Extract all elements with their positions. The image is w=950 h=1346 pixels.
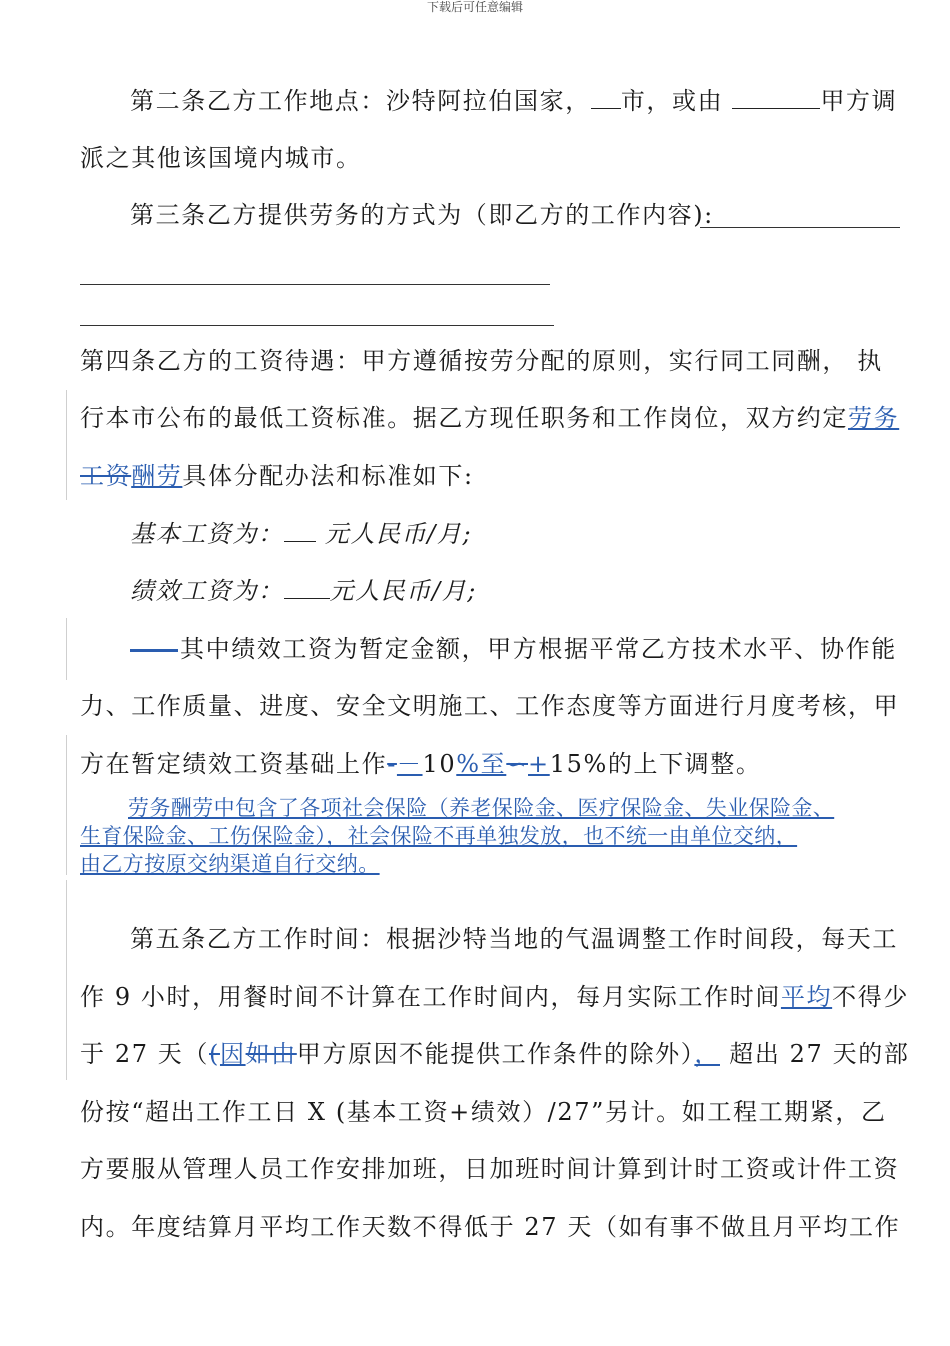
basic-salary-line: [130, 519, 472, 549]
text: 不得少: [832, 983, 909, 1011]
blank-line[interactable]: [80, 325, 554, 326]
change-bar: [66, 618, 67, 680]
blank-field[interactable]: [732, 86, 820, 109]
text: 甲方调: [820, 87, 898, 115]
page-header: 下载后可任意编辑: [426, 0, 523, 14]
inserted-text: %至: [456, 750, 507, 778]
article-4-line-1: 第四条乙方的工资待遇：甲方遵循按劳分配的原则，实行同工同酬， 执: [80, 347, 883, 375]
blank-field[interactable]: [284, 576, 330, 599]
article-4-line-2: [80, 403, 899, 433]
text: 基本工资为：: [130, 520, 284, 548]
change-bar: [66, 390, 67, 500]
text: 于 27 天（: [80, 1040, 209, 1068]
article-5-line-6: 内。年度结算月平均工作天数不得低于 27 天（如有事不做且月平均工作: [80, 1213, 901, 1241]
inserted-text: 劳务: [848, 404, 900, 432]
change-bar: [66, 880, 67, 1080]
inserted-text: 因: [219, 1040, 246, 1068]
text: 甲方原因不能提供工作条件的除外）: [296, 1040, 695, 1068]
text: 市，或由: [620, 87, 724, 115]
note-line-1: [130, 634, 897, 664]
inserted-text: －: [396, 750, 423, 778]
article-2-line-2: 派之其他该国境内城市。: [80, 144, 362, 172]
article-4-line-3: [80, 461, 474, 491]
change-bar: [66, 735, 67, 875]
text: 元人民币/月;: [324, 520, 473, 548]
blank-field[interactable]: [284, 519, 316, 542]
note-line-3: [80, 749, 761, 779]
inserted-text: 生育保险金、工伤保险金），社会保险不再单独发放，也不统一由单位交纳，: [80, 824, 798, 848]
deleted-text: -: [387, 750, 397, 778]
text: 第三条乙方提供劳务的方式为（即乙方的工作内容):: [130, 201, 714, 229]
deleted-text: 工资: [80, 462, 132, 490]
inserted-text: 劳务酬劳中包含了各项社会保险（养老保险金、医疗保险金、失业保险金、: [128, 796, 835, 820]
article-3-line-1: [130, 200, 714, 230]
text: 元人民币/月;: [329, 577, 477, 605]
text: 行本市公布的最低工资标准。据乙方现任职务和工作岗位，双方约定: [80, 404, 848, 432]
inserted-text: 酬劳: [131, 462, 183, 490]
inserted-paragraph-line-2: [80, 822, 797, 850]
inserted-text: 平均: [780, 983, 833, 1011]
blank-line[interactable]: [80, 284, 550, 285]
text: 作 9 小时，用餐时间不计算在工作时间内，每月实际工作时间: [80, 983, 781, 1011]
article-2-line-1: [130, 86, 897, 116]
note-line-2: 力、工作质量、进度、安全文明施工、工作态度等方面进行月度考核，甲: [80, 692, 900, 720]
deleted-text: (: [209, 1040, 220, 1068]
inserted-dash: [130, 649, 178, 652]
article-5-line-4: 份按“超出工作工日 X (基本工资+绩效）/27”另计。如工程工期紧，乙: [80, 1098, 887, 1126]
text: 15%的上下调整。: [549, 750, 762, 778]
blank-field[interactable]: [591, 86, 621, 109]
article-5-line-2: [80, 982, 909, 1012]
text: 绩效工资为：: [130, 577, 284, 605]
article-5-line-1: 第五条乙方工作时间：根据沙特当地的气温调整工作时间段，每天工: [130, 925, 898, 953]
deleted-text: 如由: [245, 1040, 297, 1068]
text: 其中绩效工资为暂定金额，甲方根据平常乙方技术水平、协作能: [180, 635, 897, 663]
inserted-text: ，: [694, 1040, 720, 1068]
inserted-paragraph-line-1: [80, 794, 834, 822]
article-5-line-5: 方要服从管理人员工作安排加班，日加班时间计算到计时工资或计件工资: [80, 1155, 900, 1183]
text: 第二条乙方工作地点：沙特阿拉伯国家，: [130, 87, 591, 115]
article-5-line-3: [80, 1039, 909, 1069]
text: 超出 27 天的部: [729, 1040, 910, 1068]
deleted-text: ∽: [506, 750, 529, 778]
text: 10: [422, 750, 457, 778]
text: 方在暂定绩效工资基础上作: [80, 750, 388, 778]
blank-line[interactable]: [700, 227, 900, 228]
performance-salary-line: [130, 576, 477, 606]
inserted-paragraph-line-3: [80, 850, 380, 878]
text: 具体分配办法和标准如下:: [182, 462, 474, 490]
inserted-text: 由乙方按原交纳渠道自行交纳。: [80, 852, 380, 876]
inserted-text: +: [528, 750, 550, 778]
